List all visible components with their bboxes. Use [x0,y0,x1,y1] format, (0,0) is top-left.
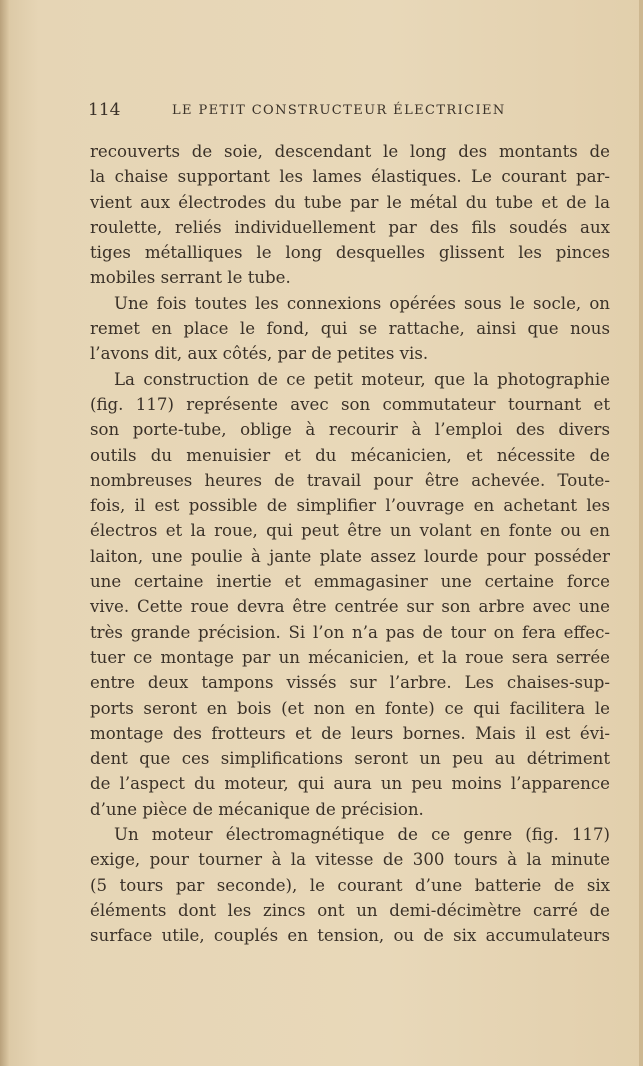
text-line: tuer ce montage par un mécanicien, et la roue sera serrée [90,647,610,667]
page-binding-edge [0,0,10,1066]
text-line: ports seront en bois (et non en fonte) ce qui facilitera le [90,698,610,718]
text-line: remet en place le fond, qui se rattache, ainsi que nous [90,319,610,339]
running-title: LE PETIT CONSTRUCTEUR ÉLECTRICIEN [172,103,506,118]
text-line: tiges métalliques le long desquelles glissent les pinces [90,243,610,263]
text-line: vive. Cette roue devra être centrée sur son arbre avec une [90,597,610,617]
page-outer-edge [639,0,643,1066]
text-line: montage des frotteurs et de leurs bornes. Mais il est évi- [90,723,610,743]
text-line: La construction de ce petit moteur, que la photographie [114,369,610,389]
text-line: d’une pièce de mécanique de précision. [90,799,424,819]
text-line: entre deux tampons vissés sur l’arbre. Les chaises-sup- [90,673,610,693]
text-line: de l’aspect du moteur, qui aura un peu moins l’apparence [90,774,610,794]
text-line: très grande précision. Si l’on n’a pas de tour on fera effec- [90,622,610,642]
text-line: éléments dont les zincs ont un demi-décimètre carré de [90,900,610,920]
text-line: fois, il est possible de simplifier l’ouvrage en achetant les [90,496,610,516]
text-line: une certaine inertie et emmagasiner une certaine force [90,572,610,592]
text-line: dent que ces simplifications seront un peu au détriment [90,749,610,769]
text-line: recouverts de soie, descendant le long des montants de [90,142,610,161]
text-line: électros et la roue, qui peut être un volant en fonte ou en [90,521,610,541]
text-line: nombreuses heures de travail pour être achevée. Toute- [90,470,610,490]
text-line: roulette, reliés individuellement par des fils soudés aux [90,217,610,237]
text-line: mobiles serrant le tube. [90,268,291,288]
text-line: l’avons dit, aux côtés, par de petites vis. [90,344,429,364]
text-line: outils du menuisier et du mécanicien, et nécessite de [90,445,610,465]
text-line: (fig. 117) représente avec son commutateur tournant et [90,394,610,414]
text-line: exige, pour tourner à la vitesse de 300 tours à la minute [90,850,610,870]
text-line: Un moteur électromagnétique de ce genre (fig. 117) [114,825,610,845]
text-line: Une fois toutes les connexions opérées sous le socle, on [114,293,610,313]
text-line: laiton, une poulie à jante plate assez lourde pour posséder [90,546,610,566]
text-line: vient aux électrodes du tube par le métal du tube et de la [90,192,610,212]
text-line: (5 tours par seconde), le courant d’une batterie de six [90,875,610,895]
text-line: son porte-tube, oblige à recourir à l’emploi des divers [90,420,610,440]
text-line: la chaise supportant les lames élastiques. Le courant par- [90,167,610,187]
body-text [90,139,610,949]
text-line: surface utile, couplés en tension, ou de six accumulateurs [90,926,610,946]
page-number: 114 [88,100,121,120]
